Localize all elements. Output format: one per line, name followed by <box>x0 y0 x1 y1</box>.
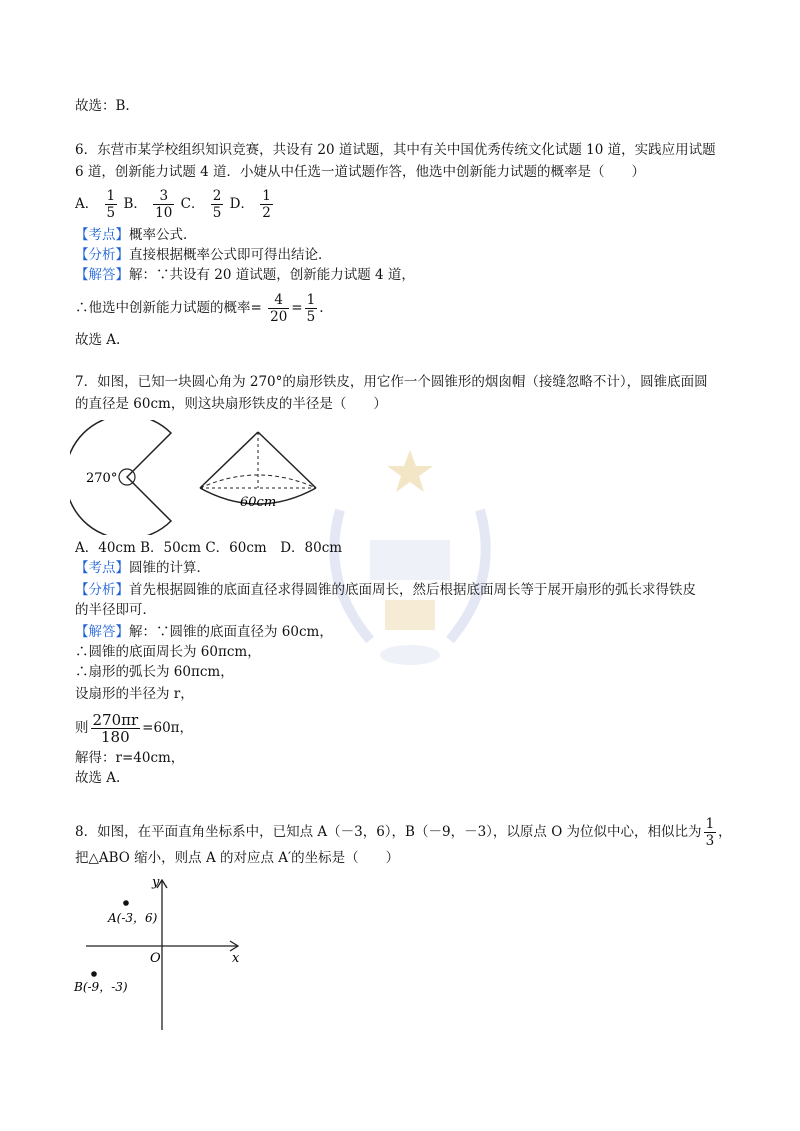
q8-ratio-fraction: $\frac{1}{3}$ <box>705 816 715 849</box>
y-axis-label: y <box>152 875 160 890</box>
q6-kaodian: 【考点】概率公式． <box>75 227 197 243</box>
q7-figure <box>70 420 330 535</box>
fenxi-tag: 【分析】 <box>75 247 129 263</box>
fenxi-tag: 【分析】 <box>75 582 129 598</box>
q6-option-b-fraction: $\frac{3}{10}$ <box>155 188 173 221</box>
q7-step-4-fraction: $\frac{270\pi r}{180}$ <box>92 711 139 746</box>
point-a <box>123 900 129 906</box>
q7-step-1: ∴圆锥的底面周长为 60πcm， <box>75 644 261 660</box>
q7-step-3: 设扇形的半径为 r， <box>75 686 194 702</box>
sector-shape <box>70 420 171 535</box>
q8-text-line1: 8．如图，在平面直角坐标系中，已知点 A（－3，6），B（－9，－3），以原点 O 为位似中心，相似比为 $\frac{1}{3}$ ， <box>75 816 732 849</box>
q6-calc-fraction-1: $\frac{4}{20}$ <box>270 292 288 325</box>
q6-option-b-label: B． <box>123 196 147 212</box>
q6-text-line1: 6．东营市某学校组织知识竞赛，共设有 20 道试题，其中有关中国优秀传统文化试题 10 道，实践应用试题 <box>75 142 716 158</box>
cone-shape <box>200 432 316 510</box>
angle-label: 270° <box>86 471 118 486</box>
q6-option-a-fraction: $\frac{1}{5}$ <box>106 188 116 221</box>
q6-option-c-fraction: $\frac{2}{5}$ <box>212 188 222 221</box>
kaodian-tag: 【考点】 <box>75 227 129 243</box>
prev-answer: 故选：B. <box>75 98 130 114</box>
q7-jieda: 【解答】解：∵圆锥的底面直径为 60cm， <box>75 624 333 640</box>
q7-text-line2: 的直径是 60cm，则这块扇形铁皮的半径是（ ） <box>75 396 387 412</box>
origin-label: O <box>150 951 161 966</box>
x-axis-label: x <box>232 951 240 966</box>
jieda-tag: 【解答】 <box>75 267 129 283</box>
q6-options <box>75 188 275 221</box>
q8-coordinate-figure <box>70 870 260 1035</box>
q7-text-line1: 7．如图，已知一块圆心角为 270°的扇形铁皮，用它作一个圆锥形的烟囱帽（接缝忽略不计），圆锥底面圆 <box>75 374 708 390</box>
q6-calc-fraction-2: $\frac{1}{5}$ <box>306 292 316 325</box>
q6-text-line2: 6 道，创新能力试题 4 道．小婕从中任选一道试题作答，他选中创新能力试题的概率是（ ） <box>75 164 646 180</box>
q6-jieda: 【解答】解：∵共设有 20 道试题，创新能力试题 4 道， <box>75 267 415 283</box>
q7-answer: 故选 A. <box>75 770 121 786</box>
q7-step-2: ∴扇形的弧长为 60πcm， <box>75 664 234 680</box>
q6-option-a-label: A． <box>75 196 99 212</box>
point-a-label: A(-3，6) <box>108 911 158 925</box>
q7-step-5: 解得：r=40cm， <box>75 750 185 766</box>
q6-option-d-label: D． <box>229 196 254 212</box>
point-b-label: B(-9，-3) <box>74 980 128 994</box>
q6-answer: 故选 A. <box>75 332 121 348</box>
q7-options: A．40cm B．50cm C．60cm D．80cm <box>75 540 343 556</box>
point-b <box>91 971 97 977</box>
kaodian-tag: 【考点】 <box>75 560 129 576</box>
q7-step-4: 则 $\frac{270\pi r}{180}$ =60π， <box>75 711 194 746</box>
q6-option-c-label: C． <box>180 196 205 212</box>
diameter-label: 60cm <box>240 495 277 510</box>
q7-fenxi: 【分析】首先根据圆锥的底面直径求得圆锥的底面周长，然后根据底面周长等于展开扇形的弧长求得铁皮 <box>75 582 696 598</box>
q6-calculation: ∴他选中创新能力试题的概率= $\frac{4}{20}$ = $\frac{1}{5}$ . <box>75 292 324 325</box>
q7-kaodian: 【考点】圆锥的计算． <box>75 560 210 576</box>
q6-fenxi: 【分析】直接根据概率公式即可得出结论． <box>75 247 332 263</box>
q7-fenxi-cont: 的半径即可． <box>75 602 156 618</box>
jieda-tag: 【解答】 <box>75 624 129 640</box>
q6-option-d-fraction: $\frac{1}{2}$ <box>262 188 271 221</box>
q8-text-line2: 把△ABO 缩小，则点 A 的对应点 A′的坐标是（ ） <box>75 850 400 866</box>
